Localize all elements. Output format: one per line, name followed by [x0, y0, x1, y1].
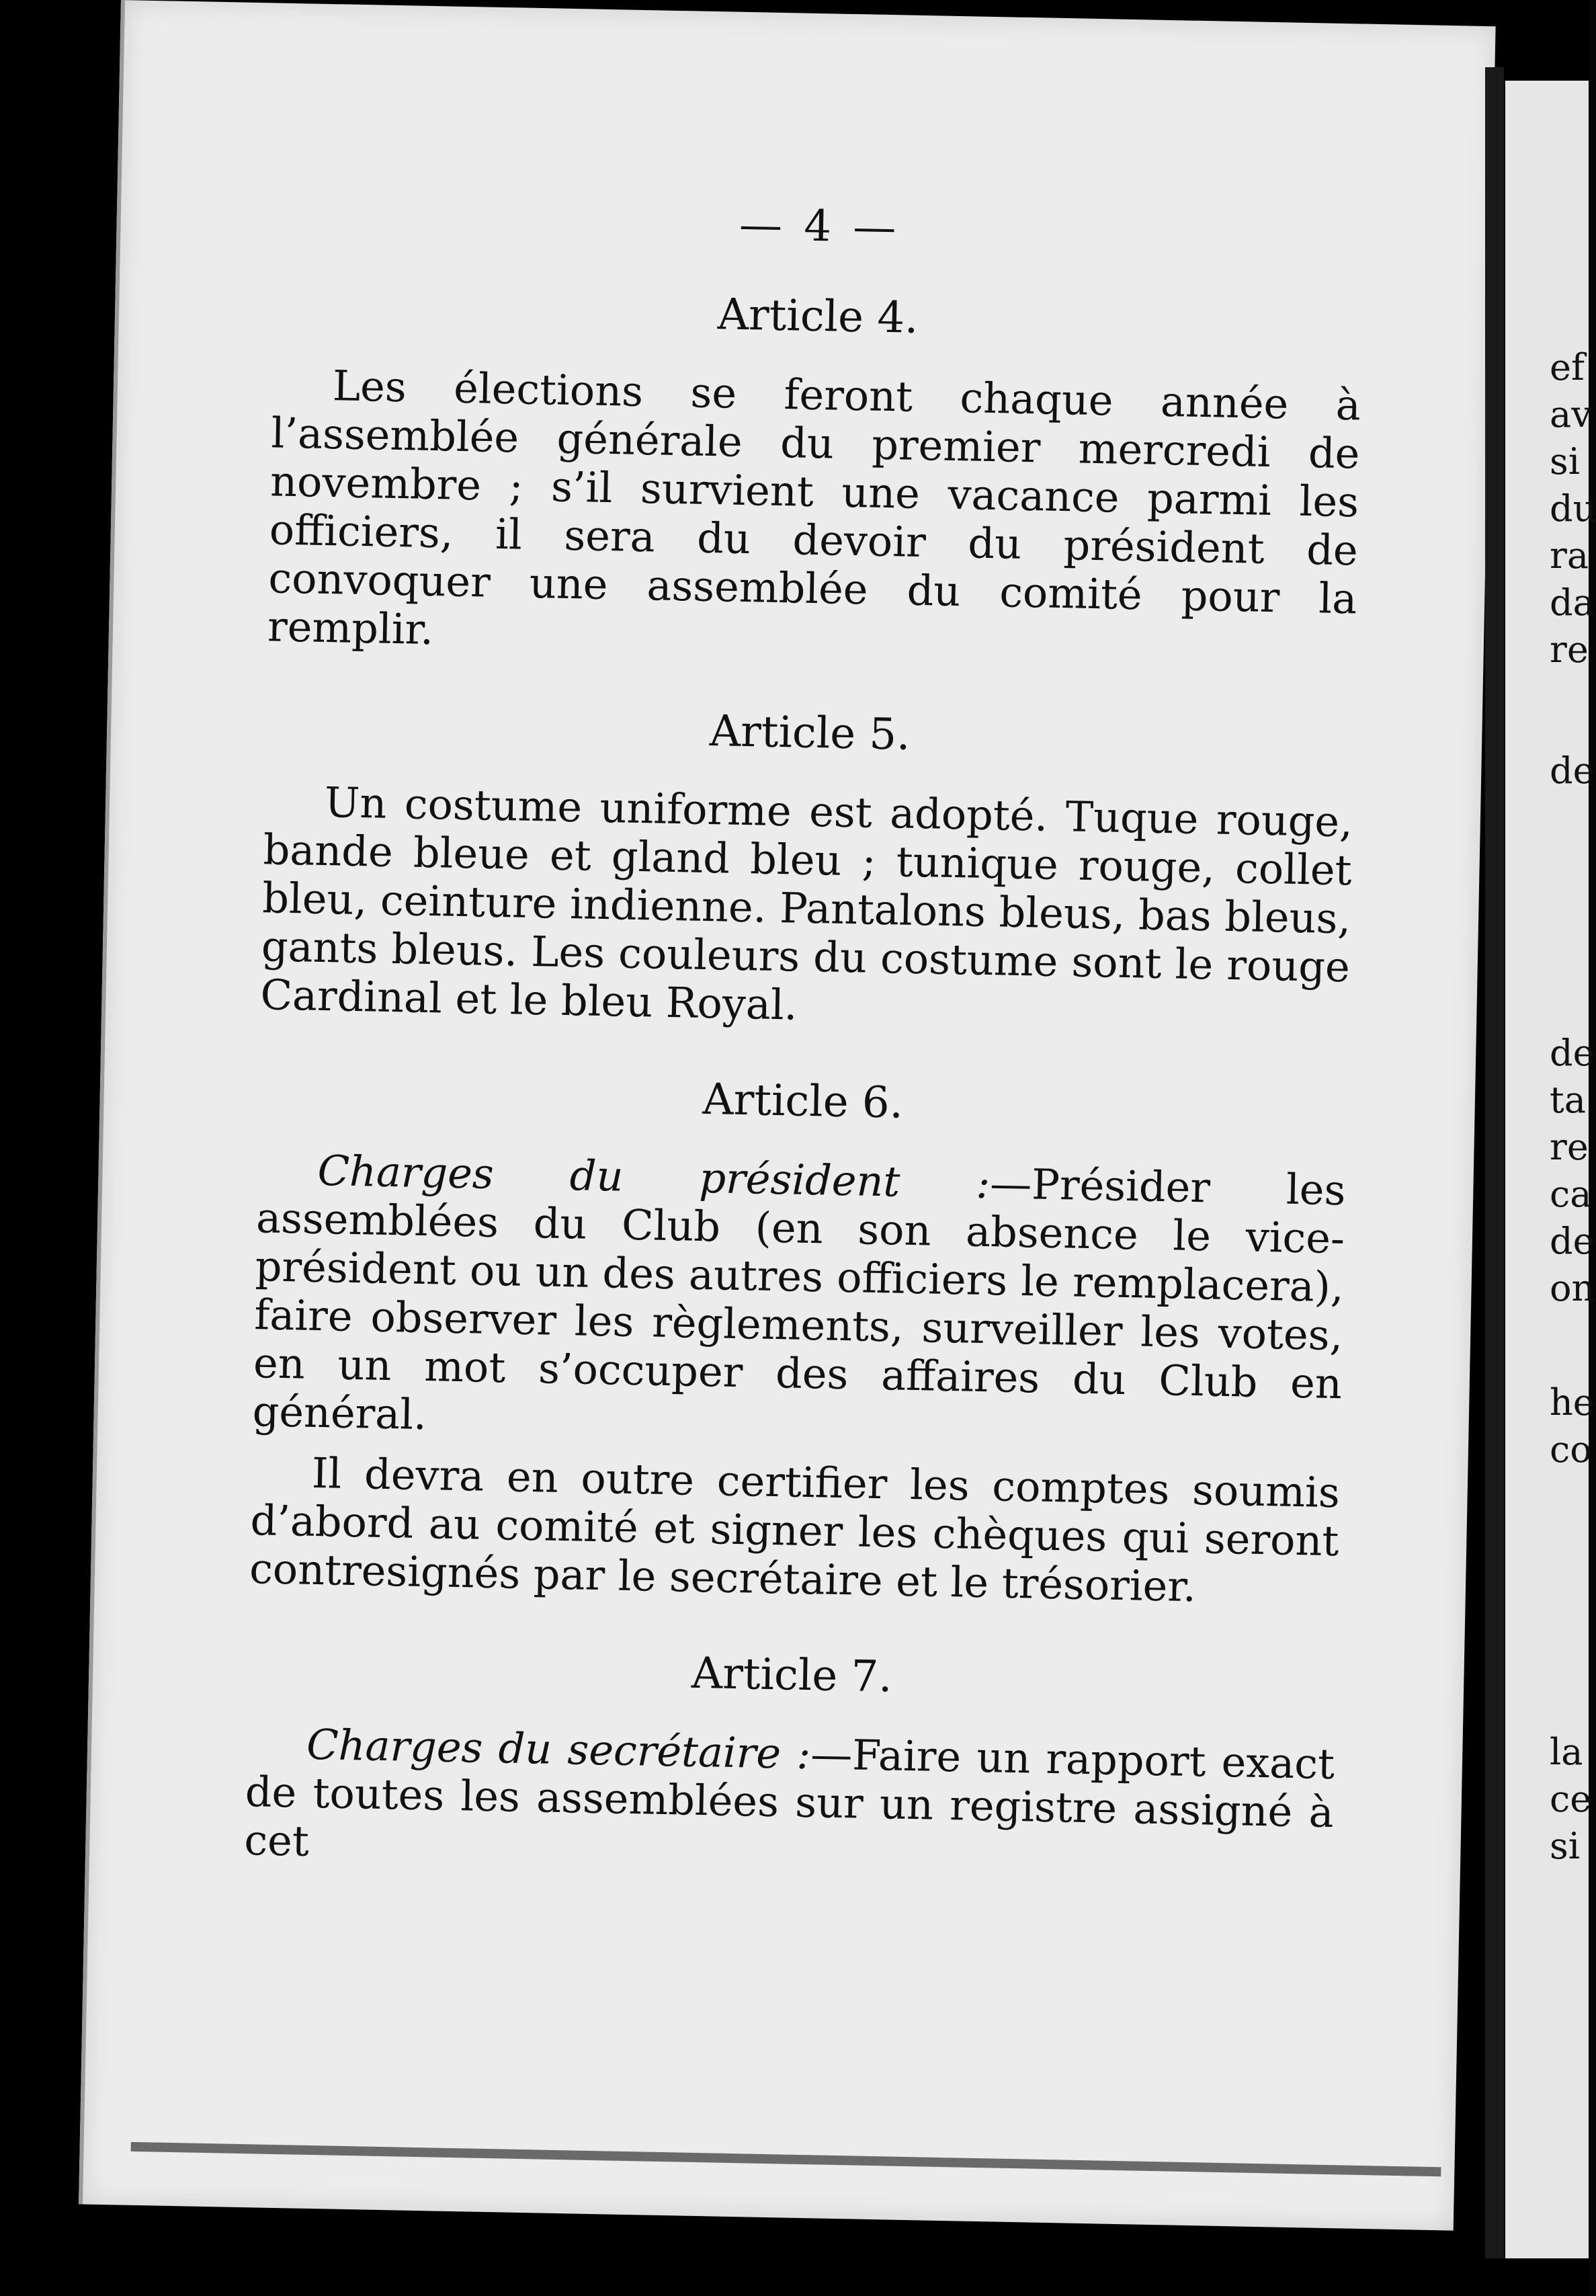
fragment-line: av [1550, 393, 1592, 436]
article-paragraph [252, 1145, 1346, 1457]
fragment-line: on [1550, 1267, 1595, 1309]
book-gutter [1485, 67, 1504, 2258]
paragraph-text: Les élections se feront chaque année à l’assemblée générale du premier mercredi de novembre ; s’il survient une vacance parmi les officiers, il sera du devoir du président de convoquer une assemblée du comité pour la remplir. [267, 361, 1361, 655]
book-page [79, 0, 1496, 2231]
paragraph-text: Il devra en outre certifier les comptes soumis d’abord au comité et signer les chèques qui seront contresignés par le secrétaire et le trésorier. [249, 1448, 1341, 1612]
article-heading: Article 6. [702, 1074, 904, 1129]
article-paragraph [267, 360, 1361, 671]
article-5 [260, 698, 1355, 1040]
fragment-line: he [1550, 1381, 1595, 1424]
fragment-line: ef [1550, 346, 1585, 388]
paragraph-lead: Charges du secrétaire : [306, 1719, 811, 1779]
paragraph-text: —Présider les assemblées du Club (en son absence le vice-président ou un des autres officiers le remplacera), faire observer les règlements, surveiller les votes, en un mot s’occuper des affaires du Club en général. [252, 1159, 1347, 1440]
article-6 [249, 1066, 1348, 1614]
paragraph-text: Un costume uniforme est adopté. Tuque rouge, bande bleue et gland bleu ; tunique rouge, collet bleu, ceinture indienne. Pantalons bleus, bas bleus, gants bleus. Les couleurs du costume sont le rouge Cardinal et le bleu Royal. [259, 778, 1353, 1030]
article-paragraph [260, 777, 1353, 1040]
paragraph-lead: Charges du président : [317, 1145, 991, 1208]
page-edge-shadow [131, 2142, 1441, 2176]
article-heading: Article 7. [691, 1648, 893, 1703]
fragment-line: de [1550, 749, 1595, 792]
article-paragraph [244, 1719, 1335, 1885]
fragment-line: de [1550, 1220, 1595, 1262]
article-4 [267, 281, 1362, 671]
paragraph-text: —Faire un rapport exact de toutes les assemblées sur un registre assigné à cet [243, 1729, 1335, 1866]
fragment-line: de [1550, 1032, 1595, 1074]
article-paragraph [249, 1448, 1341, 1614]
fragment-line: da [1550, 581, 1595, 624]
fragment-line: ce [1550, 1778, 1592, 1820]
adjacent-page-fragment [1505, 81, 1596, 2258]
fragment-line: re [1550, 628, 1589, 671]
fragment-line: si [1550, 440, 1580, 483]
page-number: — 4 — [739, 200, 901, 253]
page-content [243, 191, 1364, 1932]
fragment-line: si [1550, 1825, 1580, 1867]
fragment-line: ra [1550, 534, 1589, 577]
fragment-line: co [1550, 1428, 1592, 1471]
article-heading: Article 5. [709, 706, 911, 760]
fragment-line: ta [1550, 1079, 1586, 1121]
fragment-line: ca [1550, 1173, 1592, 1215]
article-heading: Article 4. [717, 290, 919, 343]
fragment-line: re [1550, 1126, 1589, 1168]
fragment-line: la [1550, 1731, 1583, 1773]
fragment-line: du [1550, 487, 1596, 530]
article-7 [244, 1640, 1337, 1885]
